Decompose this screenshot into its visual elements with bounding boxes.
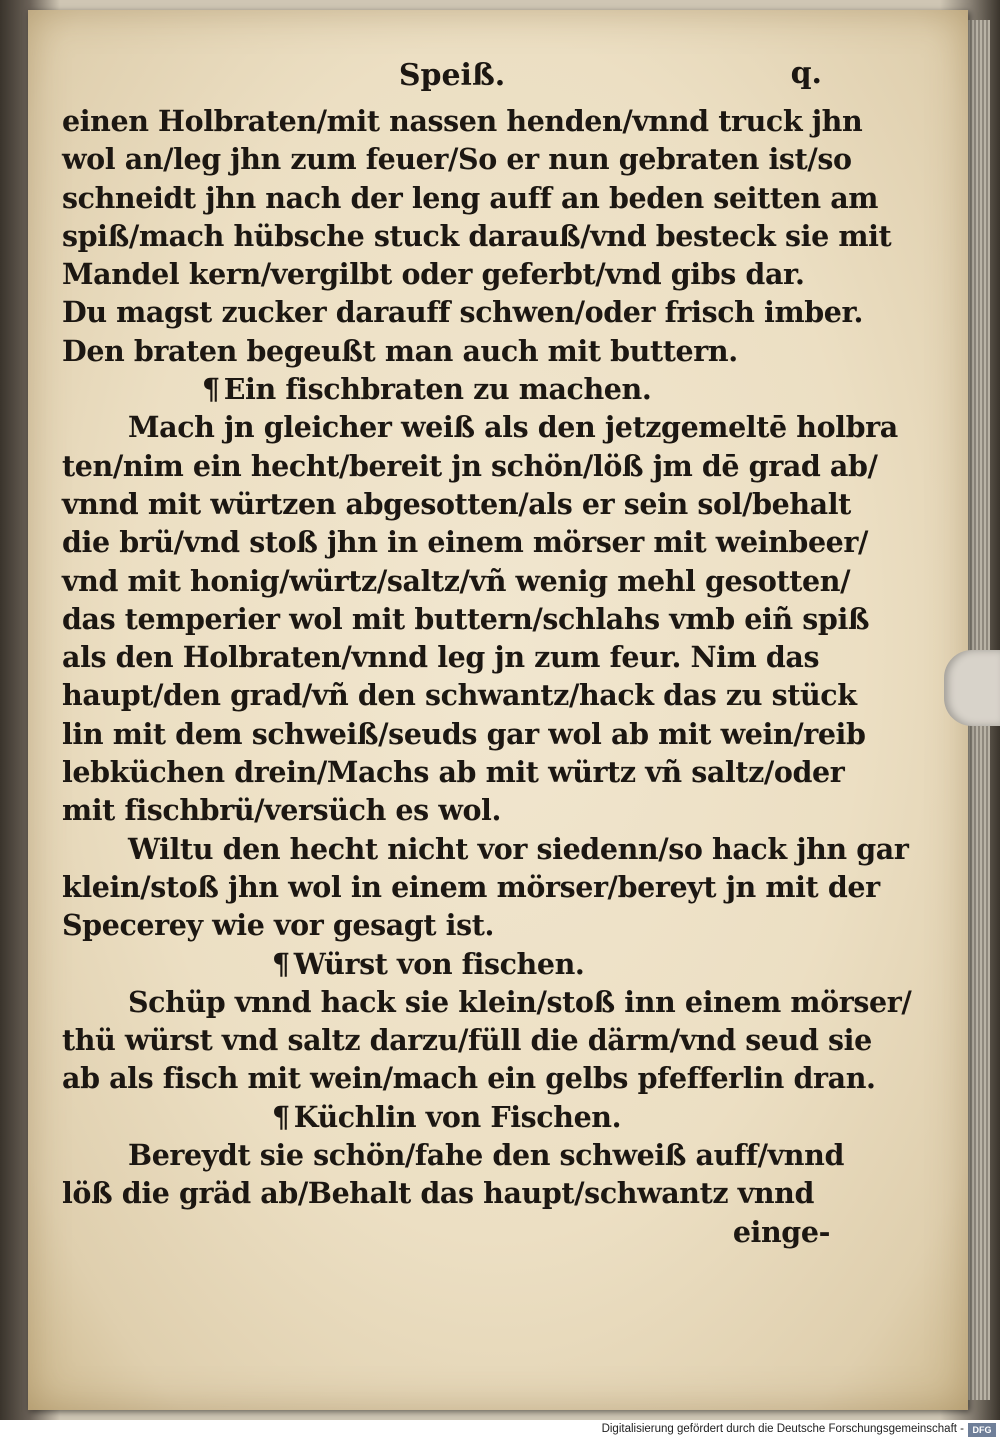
paragraph-mark: ¶ — [272, 946, 290, 981]
text-line — [62, 1059, 876, 1097]
paragraph-mark: ¶ — [272, 1099, 290, 1134]
line-text: das temperier wol mit buttern/schlahs vmb eiñ spiß — [62, 601, 870, 636]
book-clasp — [944, 650, 1000, 726]
line-text: haupt/den grad/vñ den schwantz/hack das zu stück — [62, 678, 857, 713]
dfg-logo: DFG — [968, 1423, 996, 1437]
page-header — [62, 58, 842, 100]
paragraph-mark: ¶ — [202, 372, 220, 407]
text-line — [62, 1136, 842, 1174]
line-text: Du magst zucker darauff schwen/oder frisch imber. — [62, 295, 863, 330]
text-line — [62, 408, 898, 446]
line-text: Den braten begeußt man auch mit buttern. — [62, 333, 738, 368]
text-line — [62, 638, 842, 676]
line-text: Bereydt sie schön/fahe den schweiß auff/vnnd — [128, 1138, 844, 1173]
line-text: thü würst vnd saltz darzu/füll die därm/vnd seud sie — [62, 1023, 872, 1058]
line-text: die brü/vnd stoß jhn in einem mörser mit weinbeer/ — [62, 525, 869, 560]
text-line — [62, 140, 852, 178]
line-text: spiß/mach hübsche stuck darauß/vnd besteck sie mit — [62, 218, 892, 253]
line-text: klein/stoß jhn wol in einem mörser/bereyt jn mit der — [62, 869, 880, 904]
line-text: Mach jn gleicher weiß als den jetzgemeltē holbra — [128, 410, 898, 445]
text-line — [62, 447, 878, 485]
text-line — [62, 562, 851, 600]
text-line — [62, 485, 851, 523]
footer-bar — [0, 1420, 1000, 1441]
line-text: Ein fischbraten zu machen. — [223, 372, 652, 407]
line-text: schneidt jhn nach der leng auff an beden seitten am — [62, 180, 879, 215]
line-text: Schüp vnnd hack sie klein/stoß inn einem mörser/ — [128, 984, 912, 1019]
line-text: einen Holbraten/mit nassen henden/vnnd truck jhn — [62, 104, 863, 138]
line-text: vnd mit honig/würtz/saltz/vñ wenig mehl gesotten/ — [62, 563, 851, 598]
text-line — [62, 523, 869, 561]
text-line — [62, 293, 863, 331]
line-text: Wiltu den hecht nicht vor siedenn/so hack jhn gar — [128, 831, 909, 866]
line-text: lin mit dem schweiß/seuds gar wol ab mit wein/reib — [62, 716, 866, 751]
line-text: ten/nim ein hecht/bereit jn schön/löß jm dē grad ab/ — [62, 448, 878, 483]
text-lines — [62, 102, 912, 1251]
text-line — [62, 906, 842, 944]
text-line — [62, 255, 842, 293]
text-line — [62, 1174, 842, 1212]
section-heading — [62, 370, 842, 408]
text-line — [62, 102, 863, 140]
running-head: Speiß. — [398, 58, 506, 93]
text-line — [62, 676, 857, 714]
line-text: löß die gräd ab/Behalt das haupt/schwantz vnnd — [62, 1176, 815, 1211]
text-line — [62, 753, 845, 791]
text-line — [62, 600, 870, 638]
page-text-block — [62, 56, 912, 1251]
line-text: Specerey wie vor gesagt ist. — [62, 908, 495, 943]
text-line — [62, 1213, 842, 1251]
text-line — [62, 791, 842, 829]
line-text: einge- — [732, 1214, 830, 1249]
text-line — [62, 868, 880, 906]
text-line — [62, 217, 892, 255]
funding-credit: Digitalisierung gefördert durch die Deutsche Forschungsgemeinschaft - — [601, 1423, 964, 1435]
text-line — [62, 332, 842, 370]
line-text: ab als fisch mit wein/mach ein gelbs pfefferlin dran. — [62, 1061, 876, 1096]
text-line — [62, 179, 879, 217]
section-heading — [62, 945, 842, 983]
line-text: als den Holbraten/vnnd leg jn zum feur. Nim das — [62, 640, 820, 675]
line-text: Mandel kern/vergilbt oder geferbt/vnd gibs dar. — [62, 257, 805, 292]
signature-mark: q. — [790, 56, 822, 91]
line-text: lebküchen drein/Machs ab mit würtz vñ saltz/oder — [62, 755, 845, 790]
line-text: mit fischbrü/versüch es wol. — [62, 793, 502, 828]
text-line — [62, 715, 866, 753]
line-text: wol an/leg jhn zum feuer/So er nun gebraten ist/so — [62, 142, 852, 177]
line-text: Küchlin von Fischen. — [293, 1099, 622, 1134]
text-line — [62, 983, 912, 1021]
text-line — [62, 830, 909, 868]
line-text: vnnd mit würtzen abgesotten/als er sein sol/behalt — [62, 486, 851, 521]
section-heading — [62, 1098, 842, 1136]
text-line — [62, 1021, 872, 1059]
line-text: Würst von fischen. — [293, 946, 585, 981]
